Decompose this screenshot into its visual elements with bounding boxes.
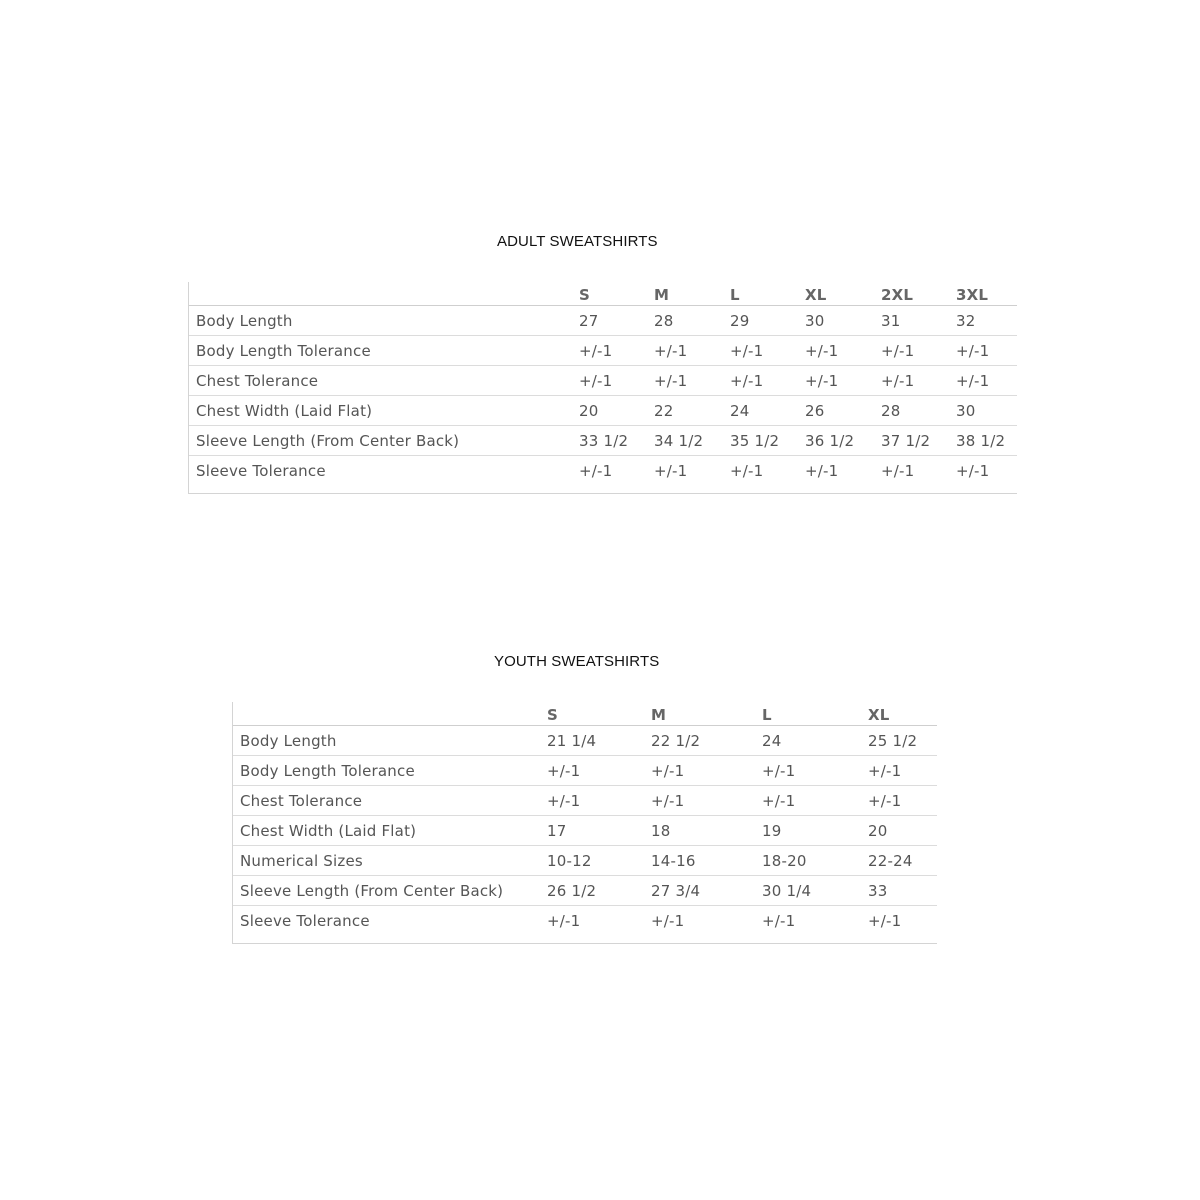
youth-cell: +/-1 <box>868 911 902 930</box>
youth-chart-title: YOUTH SWEATSHIRTS <box>494 653 660 670</box>
youth-cell: 22 1/2 <box>651 726 762 756</box>
youth-size-table <box>233 702 937 935</box>
adult-cell: 38 1/2 <box>956 426 1017 456</box>
adult-size-header: 2XL <box>881 282 956 306</box>
youth-size-header: L <box>762 702 868 726</box>
adult-cell: +/-1 <box>881 461 915 480</box>
adult-size-header: L <box>730 282 805 306</box>
adult-table-row <box>189 306 1017 336</box>
adult-cell: 32 <box>956 306 1017 336</box>
adult-cell: +/-1 <box>805 366 881 396</box>
youth-cell: +/-1 <box>651 911 685 930</box>
youth-size-header: S <box>547 702 651 726</box>
adult-row-label: Sleeve Length (From Center Back) <box>189 426 579 456</box>
adult-cell: +/-1 <box>654 366 730 396</box>
adult-cell: 33 1/2 <box>579 426 654 456</box>
youth-row-label: Chest Width (Laid Flat) <box>233 816 547 846</box>
adult-header-blank <box>189 282 579 306</box>
youth-row-label: Body Length Tolerance <box>233 756 547 786</box>
adult-cell: 27 <box>579 306 654 336</box>
adult-size-header: XL <box>805 282 881 306</box>
youth-size-header: M <box>651 702 762 726</box>
adult-size-table-container <box>188 282 1017 494</box>
youth-table-row <box>233 876 937 906</box>
youth-table-row <box>233 756 937 786</box>
adult-cell: +/-1 <box>579 461 613 480</box>
youth-cell: 33 <box>868 876 937 906</box>
adult-table-row <box>189 426 1017 456</box>
adult-cell: 37 1/2 <box>881 426 956 456</box>
adult-cell: 34 1/2 <box>654 426 730 456</box>
adult-table-row <box>189 396 1017 426</box>
adult-row-label: Chest Width (Laid Flat) <box>189 396 579 426</box>
adult-size-header: M <box>654 282 730 306</box>
adult-size-table <box>189 282 1017 485</box>
adult-cell: +/-1 <box>805 336 881 366</box>
youth-row-label: Chest Tolerance <box>233 786 547 816</box>
adult-table-row <box>189 366 1017 396</box>
youth-cell: +/-1 <box>868 756 937 786</box>
adult-row-label: Sleeve Tolerance <box>196 461 326 480</box>
youth-table-row <box>233 906 937 936</box>
youth-cell: 17 <box>547 816 651 846</box>
youth-cell: 24 <box>762 726 868 756</box>
youth-cell: 25 1/2 <box>868 726 937 756</box>
youth-row-label: Sleeve Tolerance <box>240 911 370 930</box>
adult-cell: +/-1 <box>654 336 730 366</box>
adult-cell: 22 <box>654 396 730 426</box>
youth-cell: +/-1 <box>547 911 581 930</box>
adult-cell: 24 <box>730 396 805 426</box>
youth-cell: +/-1 <box>868 786 937 816</box>
youth-cell: 27 3/4 <box>651 876 762 906</box>
youth-table-row <box>233 786 937 816</box>
adult-size-header: S <box>579 282 654 306</box>
youth-cell: +/-1 <box>547 756 651 786</box>
adult-cell: +/-1 <box>654 461 688 480</box>
youth-cell: +/-1 <box>762 756 868 786</box>
adult-cell: 29 <box>730 306 805 336</box>
adult-cell: +/-1 <box>730 336 805 366</box>
youth-cell: +/-1 <box>651 756 762 786</box>
youth-cell: 22-24 <box>868 846 937 876</box>
youth-cell: 18-20 <box>762 846 868 876</box>
adult-size-header: 3XL <box>956 282 1017 306</box>
youth-header-row <box>233 702 937 726</box>
adult-cell: +/-1 <box>579 336 654 366</box>
adult-cell: 36 1/2 <box>805 426 881 456</box>
adult-table-row <box>189 336 1017 366</box>
youth-cell: 30 1/4 <box>762 876 868 906</box>
youth-cell: 10-12 <box>547 846 651 876</box>
youth-table-row <box>233 726 937 756</box>
youth-table-row <box>233 846 937 876</box>
adult-cell: +/-1 <box>730 461 764 480</box>
adult-cell: 30 <box>805 306 881 336</box>
youth-cell: +/-1 <box>762 786 868 816</box>
youth-cell: 19 <box>762 816 868 846</box>
youth-cell: +/-1 <box>762 911 796 930</box>
adult-chart-title: ADULT SWEATSHIRTS <box>497 233 658 250</box>
adult-header-row <box>189 282 1017 306</box>
youth-cell: 20 <box>868 816 937 846</box>
youth-size-header: XL <box>868 702 937 726</box>
adult-cell: +/-1 <box>579 366 654 396</box>
youth-row-label: Sleeve Length (From Center Back) <box>233 876 547 906</box>
youth-cell: +/-1 <box>651 786 762 816</box>
youth-cell: 18 <box>651 816 762 846</box>
adult-cell: 35 1/2 <box>730 426 805 456</box>
adult-table-row <box>189 456 1017 486</box>
youth-cell: +/-1 <box>547 786 651 816</box>
adult-cell: 31 <box>881 306 956 336</box>
adult-row-label: Chest Tolerance <box>189 366 579 396</box>
youth-cell: 14-16 <box>651 846 762 876</box>
adult-cell: 20 <box>579 396 654 426</box>
adult-cell: 28 <box>654 306 730 336</box>
adult-cell: +/-1 <box>956 461 990 480</box>
adult-cell: +/-1 <box>805 461 839 480</box>
youth-table-row <box>233 816 937 846</box>
adult-cell: +/-1 <box>881 366 956 396</box>
youth-size-table-container <box>232 702 937 944</box>
youth-header-blank <box>233 702 547 726</box>
adult-cell: +/-1 <box>881 336 956 366</box>
adult-cell: 30 <box>956 396 1017 426</box>
adult-row-label: Body Length Tolerance <box>189 336 579 366</box>
adult-cell: +/-1 <box>956 366 1017 396</box>
adult-cell: +/-1 <box>730 366 805 396</box>
youth-row-label: Numerical Sizes <box>233 846 547 876</box>
youth-cell: 21 1/4 <box>547 726 651 756</box>
adult-cell: 26 <box>805 396 881 426</box>
youth-cell: 26 1/2 <box>547 876 651 906</box>
adult-cell: 28 <box>881 396 956 426</box>
adult-row-label: Body Length <box>189 306 579 336</box>
adult-cell: +/-1 <box>956 336 1017 366</box>
youth-row-label: Body Length <box>233 726 547 756</box>
